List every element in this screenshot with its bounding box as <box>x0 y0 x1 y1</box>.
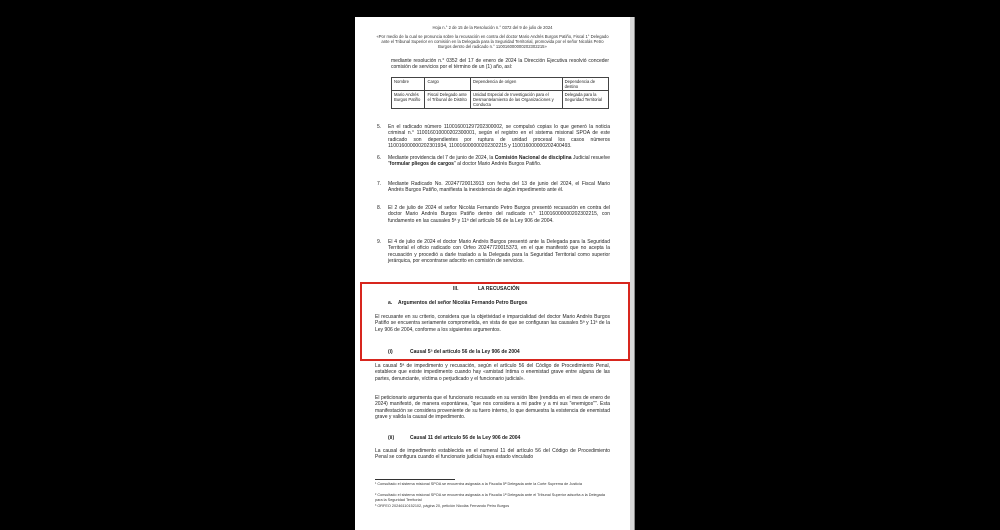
causal-paragraph: La causal de impedimento establecida en el numeral 11 del artículo 56 del Código de Procedimiento Penal se configura cuando el funcionario judicial haya estado vinculado <box>375 448 610 461</box>
page-header-number: Hoja n.° 2 de 15 de la Resolución n.° 0372 del 9 de julio de 2024 <box>432 25 553 30</box>
table-header-cell: Nombre <box>392 78 425 91</box>
list-item-number: 9. <box>377 239 382 245</box>
list-item-number: 8. <box>377 205 382 211</box>
causal-number: (ii) <box>388 435 395 441</box>
list-item-text: En el radicado número 110016001297202300002, se compulsó copias lo que generó la noticia criminal n.° 110016010000202300001, según el registro en el sistema misional SPOA de este radicado son dependientes por ruptura de unidad procesal los casos números 110016000000202301934, 110016000000202302215 y 110016000000202400493. <box>388 124 610 150</box>
intro-paragraph: mediante resolución n.° 0352 del 17 de enero de 2024 la Dirección Ejecutiva resolvió conceder comisión de servicios por el término de un (1) año, así: <box>391 58 609 71</box>
table-row <box>392 91 609 109</box>
causal-title: Causal 11 del artículo 56 de la Ley 906 de 2004 <box>410 435 521 441</box>
causal-title: Causal 5ª del artículo 56 de la Ley 906 de 2004 <box>410 349 520 355</box>
service-table <box>391 77 609 109</box>
list-item-number: 7. <box>377 181 382 187</box>
subsection-title: Argumentos del señor Nicolás Fernando Petro Burgos <box>398 300 528 306</box>
causal-number: (i) <box>388 349 393 355</box>
document-page <box>355 17 630 530</box>
table-header-cell: Dependencia de destino <box>562 78 608 91</box>
section-title: LA RECUSACIÓN <box>478 286 520 292</box>
list-item-number: 5. <box>377 124 382 130</box>
list-item-text: El 2 de julio de 2024 el señor Nicolás Fernando Petro Burgos presentó recusación en contra del doctor Mario Andrés Burgos Patiño dentro del radicado n.° 110016000000202302215, con fundamento en las causales 5ª y 11ª del artículo 56 de la Ley 906 de 2004. <box>388 205 610 224</box>
table-header-cell: Dependencia de origen <box>470 78 562 91</box>
subsection-paragraph: El recusante en su criterio, considera que la objetividad e imparcialidad del doctor Mario Andrés Burgos Patiño se encuentra seriamente comprometida, en vista de que se configuran las causales 5ª y 11ª de la Ley 906 de 2004, conforme a los siguientes argumentos. <box>375 314 610 333</box>
table-header-row <box>392 78 609 91</box>
table-cell: Unidad Especial de Investigación para el Desmantelamiento de las Organizaciones y Conducta <box>470 91 562 109</box>
section-roman: III. <box>453 286 459 292</box>
table-header-cell: Cargo <box>425 78 471 91</box>
list-item-number: 6. <box>377 155 382 161</box>
table-cell: Fiscal Delegado ante el Tribunal de Distrito <box>425 91 471 109</box>
footnote: ¹ Consultado el sistema misional SPOA se encuentra asignada a la Fiscalía 5ª Delegada ante la Corte Suprema de Justicia <box>375 482 582 486</box>
causal-paragraph: El peticionario argumenta que el funcionario recusado en su versión libre (rendida en el mes de enero de 2024) manifestó, de manera espontánea, "que nos considera a mi padre y a mi sus "enemigos"". Esta manifestación se considera proveniente de su fuero interno, lo que demuestra la existencia de enemistad grave y valida la causal de impedimento. <box>375 395 610 421</box>
subsection-letter: a. <box>388 300 393 306</box>
list-item-text: Mediante Radicado No. 20247720013913 con fecha del 13 de junio del 2024, el Fiscal Mario Andrés Burgos Patiño, manifiesta la inexistencia de algún impedimento ante él. <box>388 181 610 194</box>
footnote: ³ ORFEO 20246110152102, página 20, petición Nicolás Fernando Petro Burgos <box>375 504 510 508</box>
causal-paragraph: La causal 5ª de impedimento y recusación, según el artículo 56 del Código de Procedimiento Penal, establece que existe impedimento cuando hay «amistad íntima o enemistad grave entre alguna de las partes, denunciante, víctima o perjudicado y el funcionario judicial». <box>375 363 610 382</box>
list-item-text: Mediante providencia del 7 de junio de 2024, la Comisión Nacional de disciplina Judicial resuelve "formular pliegos de cargos" al doctor Mario Andrés Burgos Patiño. <box>388 155 611 168</box>
table-cell: Delegada para la Seguridad Territorial <box>562 91 608 109</box>
list-item-text: El 4 de julio de 2024 el doctor Mario Andrés Burgos presentó ante la Delegada para la Seguridad Territorial el oficio radicado con Orfeo 20247720015373, en el que manifestó que no acepta la recusación y procedió a darle traslado a la Delegada para la Seguridad Territorial como superior jerárquica, por encontrarse adscrito en comisión de servicios. <box>388 239 610 265</box>
table-cell: Mario Andrés Burgos Patiño <box>392 91 425 109</box>
footnote-divider <box>375 479 455 480</box>
footnote: ² Consultado el sistema misional SPOA se encuentra asignada a la Fiscalía 1ª Delegada ante el Tribunal Superior adscrita a la Delegada para la Seguridad Territorial <box>375 493 605 502</box>
page-header-subject: «Por medio de la cual se pronuncia sobre la recusación en contra del doctor Mario Andrés Burgos Patiño, Fiscal 1° Delegado ante el Tribunal Superior en comisión en la Delegada para la Seguridad Territorial, promovida por el señor Nicolás Petro Burgos dentro del radicado n.° 110016000000202302215» <box>376 34 609 50</box>
